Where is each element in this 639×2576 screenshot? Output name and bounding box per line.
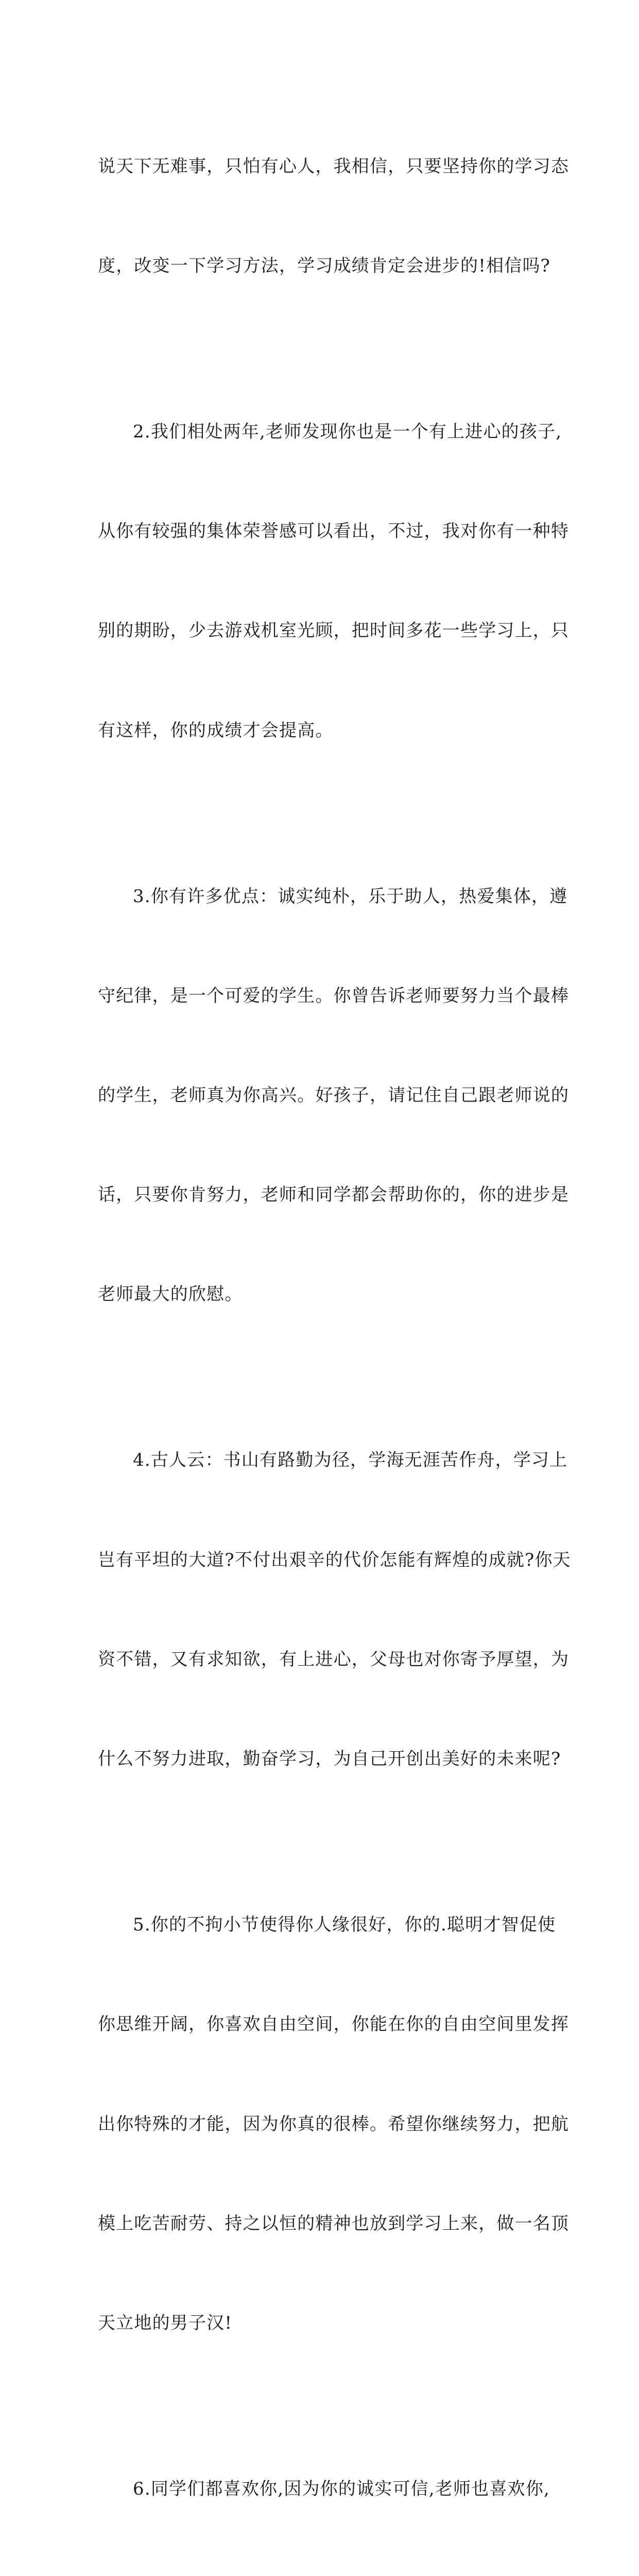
paragraph-line: 守纪律，是一个可爱的学生。你曾告诉老师要努力当个最棒	[98, 985, 569, 1006]
paragraph-line: 话，只要你肯努力，老师和同学都会帮助你的，你的进步是	[98, 1184, 569, 1206]
paragraph-line: 模上吃苦耐劳、持之以恒的精神也放到学习上来，做一名顶	[98, 2213, 569, 2234]
paragraph-line: 你思维开阔，你喜欢自由空间，你能在你的自由空间里发挥	[98, 2014, 569, 2035]
paragraph-line: 从你有较强的集体荣誉感可以看出，不过，我对你有一种特	[98, 521, 569, 542]
paragraph-line: 什么不努力进取，勤奋学习，为自己开创出美好的未来呢?	[98, 1749, 561, 1770]
paragraph-line: 说天下无难事，只怕有心人，我相信，只要坚持你的学习态	[98, 156, 569, 177]
paragraph-3	[98, 814, 569, 1378]
paragraph-line: 5.你的不拘小节使得你人缘很好，你的.聪明才智促使	[133, 1914, 556, 1936]
paragraph-line: 资不错，又有求知欲，有上进心，父母也对你寄予厚望，为	[98, 1649, 569, 1670]
paragraph-line	[98, 2572, 561, 2576]
paragraph-line: 有这样，你的成绩才会提高。	[98, 720, 334, 741]
paragraph-line: 4.古人云：书山有路勤为径，学海无涯苦作舟，学习上	[133, 1450, 568, 1471]
paragraph-line: 度，改变一下学习方法，学习成绩肯定会进步的!相信吗?	[98, 256, 551, 277]
paragraph-line: 2.我们相处两年,老师发现你也是一个有上进心的孩子,	[133, 421, 562, 443]
paragraph-line: 出你特殊的才能，因为你真的很棒。希望你继续努力，把航	[98, 2113, 569, 2134]
paragraph-5	[98, 1842, 569, 2406]
paragraph-line: 岂有平坦的大道?不付出艰辛的代价怎能有辉煌的成就?你天	[98, 1549, 571, 1570]
paragraph-4	[98, 1378, 571, 1842]
paragraph-line: 天立地的男子汉!	[98, 2312, 233, 2333]
paragraph-6	[98, 2406, 561, 2576]
paragraph-1	[98, 83, 569, 349]
paragraph-line: 3.你有许多优点：诚实纯朴，乐于助人，热爱集体，遵	[133, 886, 568, 907]
paragraph-line: 6.同学们都喜欢你,因为你的诚实可信,老师也喜欢你,	[133, 2478, 550, 2499]
paragraph-line: 的学生，老师真为你高兴。好孩子，请记住自己跟老师说的	[98, 1085, 569, 1106]
document-body	[98, 83, 571, 2576]
paragraph-2	[98, 349, 569, 814]
paragraph-line: 别的期盼，少去游戏机室光顾，把时间多花一些学习上，只	[98, 620, 569, 641]
paragraph-line: 老师最大的欣慰。	[98, 1284, 243, 1305]
